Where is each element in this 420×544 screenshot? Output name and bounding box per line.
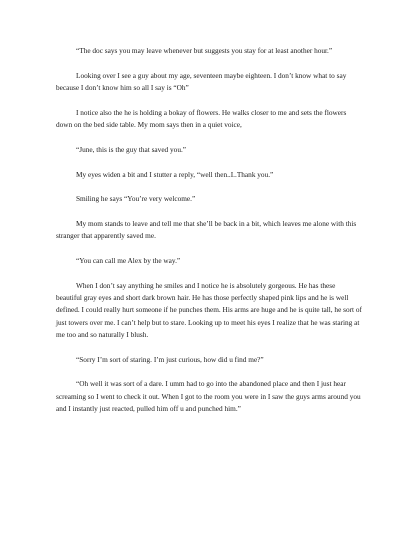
paragraph-2: Looking over I see a guy about my age, seventeen maybe eighteen. I don’t know what to say because I don’t know him so all I say is “Oh” [56, 70, 347, 92]
paragraph-6: Smiling he says “You’re very welcome.” [76, 194, 196, 204]
paragraph-1: “The doc says you may leave whenever but suggests you stay for at least another hour.” [76, 46, 333, 55]
paragraph-7: My mom stands to leave and tell me that she’ll be back in a bit, which leaves me alone with this stranger that apparently saved me. [56, 219, 357, 241]
paragraph-4: “June, this is the guy that saved you.” [76, 144, 187, 154]
paragraph-11: “Oh well it was sort of a dare. I umm had to go into the abandoned place and then I just hear screaming so I went to check it out. When I got to the room you were in I saw the guys arms around you and I instantly just reacted, pulled him off u and punched him.” [56, 379, 361, 413]
paragraph-10: “Sorry I’m sort of staring. I’m just curious, how did u find me?” [76, 354, 264, 364]
paragraph-8: “You can call me Alex by the way.” [76, 256, 181, 266]
paragraph-9: When I don’t say anything he smiles and I notice he is absolutely gorgeous. He has these beautiful gray eyes and short dark brown hair. He has those perfectly shaped pink lips and he is well defined. I could really hurt someone if he punches them. His arms are huge and he is quite tall, he sort of just towers over me. I can’t help but to stare. Looking up to meet his eyes I realize that he was staring at me too and so naturally I blush. [56, 280, 362, 339]
paragraph-3: I notice also the he is holding a bokay of flowers. He walks closer to me and sets the flowers down on the bed side table. My mom says then in a quiet voice, [56, 107, 347, 129]
paragraph-5: My eyes widen a bit and I stutter a reply, “well then..I..Thank you.” [76, 169, 274, 179]
